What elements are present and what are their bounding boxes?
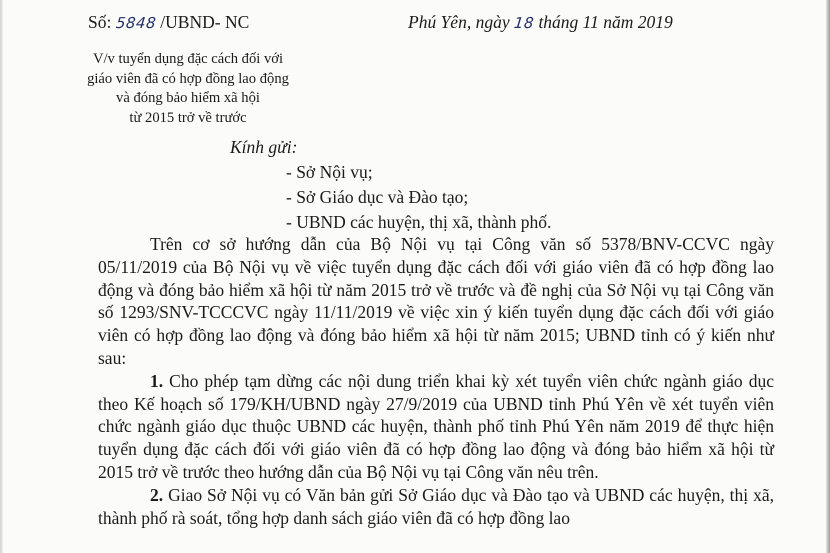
date-suffix: tháng 11 năm 2019: [534, 12, 673, 32]
subject-line: giáo viên đã có hợp đồng lao động: [87, 70, 289, 87]
subject-line: và đóng bảo hiểm xã hội: [116, 90, 260, 107]
item-2-paragraph: [98, 484, 774, 530]
doc-number-handwritten: 5848: [114, 14, 157, 32]
item-1-paragraph: [98, 370, 774, 484]
document-body: [98, 233, 774, 529]
subject-block: [64, 50, 312, 128]
date-prefix: Phú Yên, ngày: [408, 12, 514, 32]
greeting: Kính gửi:: [230, 137, 298, 157]
subject-line: V/v tuyển dụng đặc cách đối với: [92, 51, 284, 67]
document-number: [88, 12, 249, 33]
subject-line: từ 2015 trở về trước: [129, 109, 247, 126]
recipient-list: [286, 160, 551, 235]
recipient-item: - UBND các huyện, thị xã, thành phố.: [286, 212, 552, 232]
recipient-item: - Sở Nội vụ;: [286, 162, 373, 182]
doc-number-prefix: Số:: [88, 12, 116, 32]
scan-edge-left: [0, 0, 3, 553]
item-2-text: Giao Sở Nội vụ có Văn bản gửi Sở Giáo dục và Đào tạo và UBND các huyện, thị xã, thành phố rà soát, tổng hợp danh sách giáo viên đã có hợp đồng lao: [98, 484, 774, 528]
recipient-item: - Sở Giáo dục và Đào tạo;: [286, 187, 469, 207]
item-1-number: 1.: [150, 370, 164, 391]
item-2-number: 2.: [150, 484, 164, 505]
doc-number-suffix: /UBND- NC: [155, 12, 250, 32]
item-1-text: Cho phép tạm dừng các nội dung triển khai kỳ xét tuyển viên chức ngành giáo dục theo Kế hoạch số 179/KH/UBND ngày 27/9/2019 của UBND tỉnh Phú Yên về xét tuyển viên chức ngành giáo dục thuộc UBND các huyện, thành phố tỉnh Phú Yên năm 2019 để thực hiện tuyển dụng đặc cách đối với giáo viên đã có hợp đồng lao động và đóng bảo hiểm xã hội từ 2015 trở về trước theo hướng dẫn của Bộ Nội vụ tại Công văn nêu trên.: [98, 370, 774, 482]
intro-paragraph: Trên cơ sở hướng dẫn của Bộ Nội vụ tại Công văn số 5378/BNV-CCVC ngày 05/11/2019 của Bộ Nội vụ về việc tuyển dụng đặc cách đối với giáo viên đã có hợp đồng lao động và đóng bảo hiểm xã hội từ năm 2015 trở về trước và đề nghị của Sở Nội vụ tại Công văn số 1293/SNV-TCCCVC ngày 11/11/2019 về việc xin ý kiến tuyển dụng đặc cách đối với giáo viên có hợp đồng lao động và đóng bảo hiểm xã hội từ năm 2015; UBND tỉnh có ý kiến như sau:: [98, 234, 774, 368]
date-day-handwritten: 18: [513, 14, 536, 32]
scan-edge-right: [826, 0, 830, 553]
date-line: [408, 12, 673, 33]
